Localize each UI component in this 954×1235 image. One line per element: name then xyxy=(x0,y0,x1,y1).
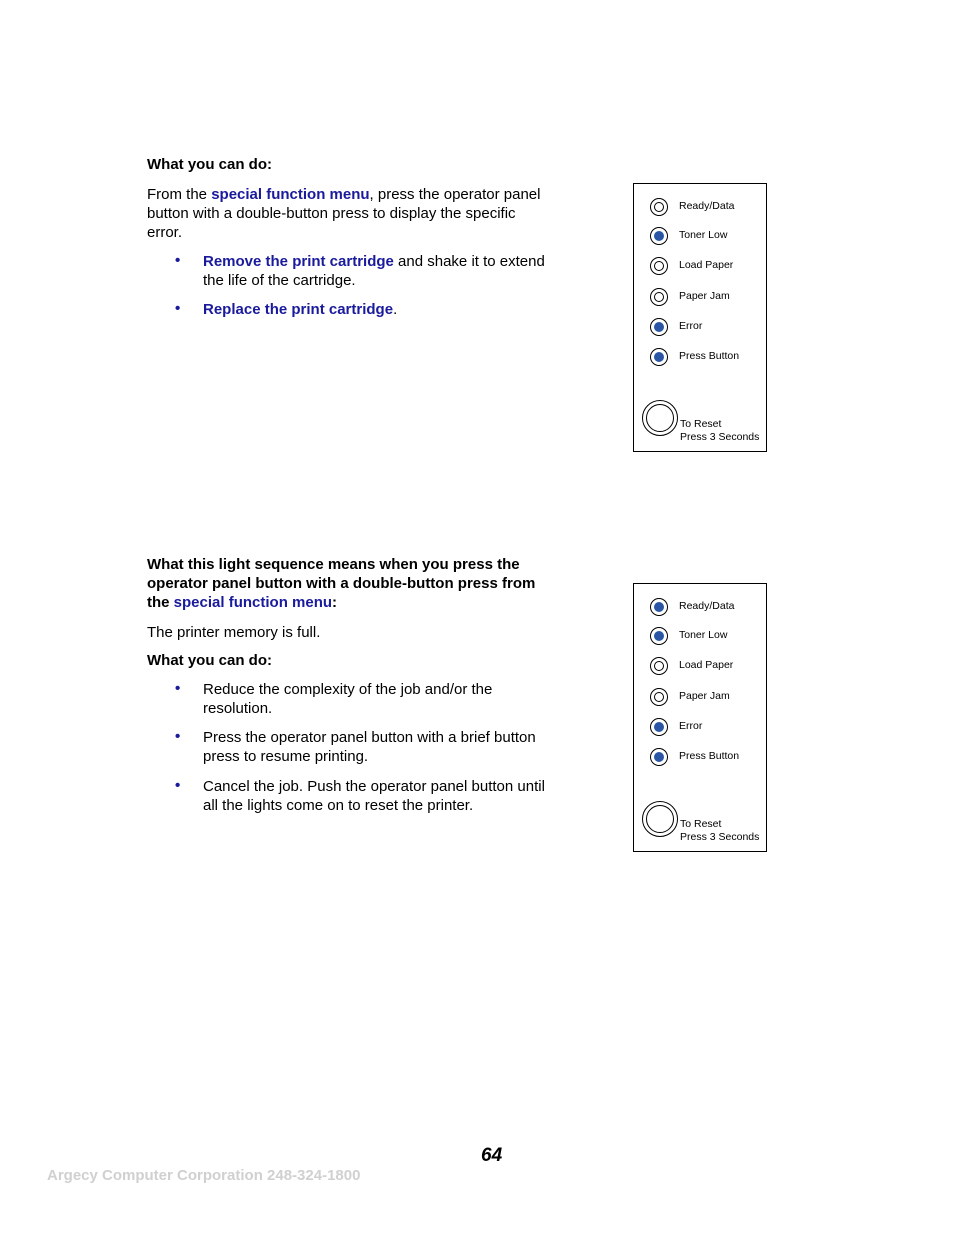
light-label: Paper Jam xyxy=(679,690,730,702)
bullet-text-line2: all the lights come on to reset the printer. xyxy=(203,797,474,814)
led-off-icon xyxy=(650,257,668,275)
heading-colon: : xyxy=(332,594,338,611)
light-label: Ready/Data xyxy=(679,600,735,612)
bullet-marker: • xyxy=(175,777,181,794)
light-label: Load Paper xyxy=(679,259,734,271)
bullet-text: . xyxy=(393,301,398,318)
remove-print-cartridge-link[interactable]: Remove the print cartridge xyxy=(203,253,394,270)
list-item xyxy=(203,252,568,290)
bullet-text: and shake it to extend xyxy=(393,253,545,270)
bullet-text: Reduce the complexity of the job and/or the xyxy=(203,681,493,698)
led-on-icon xyxy=(650,718,668,736)
section2-heading xyxy=(147,555,577,612)
light-label: Load Paper xyxy=(679,659,734,671)
bullet-marker: • xyxy=(175,728,181,745)
bullet-marker: • xyxy=(175,680,181,697)
led-on-icon xyxy=(650,627,668,645)
operator-panel-diagram xyxy=(633,583,767,852)
light-label: Press Button xyxy=(679,750,740,762)
operator-panel-diagram xyxy=(633,183,767,452)
list-item xyxy=(203,777,568,815)
list-item xyxy=(203,728,568,766)
replace-print-cartridge-link[interactable]: Replace the print cartridge xyxy=(203,301,394,318)
led-on-icon xyxy=(650,348,668,366)
led-off-icon xyxy=(650,198,668,216)
heading-line2: operator panel button with a double-button press from xyxy=(147,575,536,592)
special-function-menu-link[interactable]: special function menu xyxy=(211,186,370,203)
led-on-icon xyxy=(650,748,668,766)
light-label: Ready/Data xyxy=(679,200,735,212)
bullet-text: Cancel the job. Push the operator panel button until xyxy=(203,778,545,795)
reset-label-line1: To Reset xyxy=(680,818,722,830)
operator-button-icon xyxy=(642,400,678,436)
meaning-text: The printer memory is full. xyxy=(147,624,321,641)
list-item xyxy=(203,300,568,319)
special-function-menu-link[interactable]: special function menu xyxy=(173,594,333,611)
bullet-text-line2: the life of the cartridge. xyxy=(203,272,356,289)
footer-text: Argecy Computer Corporation 248-324-1800 xyxy=(47,1167,361,1184)
light-label: Paper Jam xyxy=(679,290,730,302)
led-off-icon xyxy=(650,657,668,675)
bullet-marker: • xyxy=(175,300,181,317)
page-number: 64 xyxy=(481,1145,503,1166)
bullet-text: Press the operator panel button with a brief button xyxy=(203,729,536,746)
light-label: Toner Low xyxy=(679,629,728,641)
led-off-icon xyxy=(650,288,668,306)
section2-subheading: What you can do: xyxy=(147,652,272,669)
reset-instructions xyxy=(680,818,759,844)
intro-text-line3: error. xyxy=(147,224,183,241)
reset-label-line2: Press 3 Seconds xyxy=(680,831,760,843)
heading-line3: the xyxy=(147,594,174,611)
led-on-icon xyxy=(650,318,668,336)
bullet-text-line2: press to resume printing. xyxy=(203,748,369,765)
reset-label-line1: To Reset xyxy=(680,418,722,430)
intro-text-cont: , press the operator panel xyxy=(369,186,541,203)
light-label: Press Button xyxy=(679,350,740,362)
light-label: Toner Low xyxy=(679,229,728,241)
bullet-text-line2: resolution. xyxy=(203,700,273,717)
led-on-icon xyxy=(650,227,668,245)
intro-text: From the xyxy=(147,186,212,203)
reset-label-line2: Press 3 Seconds xyxy=(680,431,760,443)
section1-heading: What you can do: xyxy=(147,156,272,173)
section1-intro xyxy=(147,185,567,242)
led-on-icon xyxy=(650,598,668,616)
list-item xyxy=(203,680,568,718)
reset-instructions xyxy=(680,418,759,444)
bullet-marker: • xyxy=(175,252,181,269)
led-off-icon xyxy=(650,688,668,706)
light-label: Error xyxy=(679,720,703,732)
light-label: Error xyxy=(679,320,703,332)
intro-text-line2: button with a double-button press to display the specific xyxy=(147,205,516,222)
heading-line1: What this light sequence means when you press the xyxy=(147,556,520,573)
operator-button-icon xyxy=(642,801,678,837)
